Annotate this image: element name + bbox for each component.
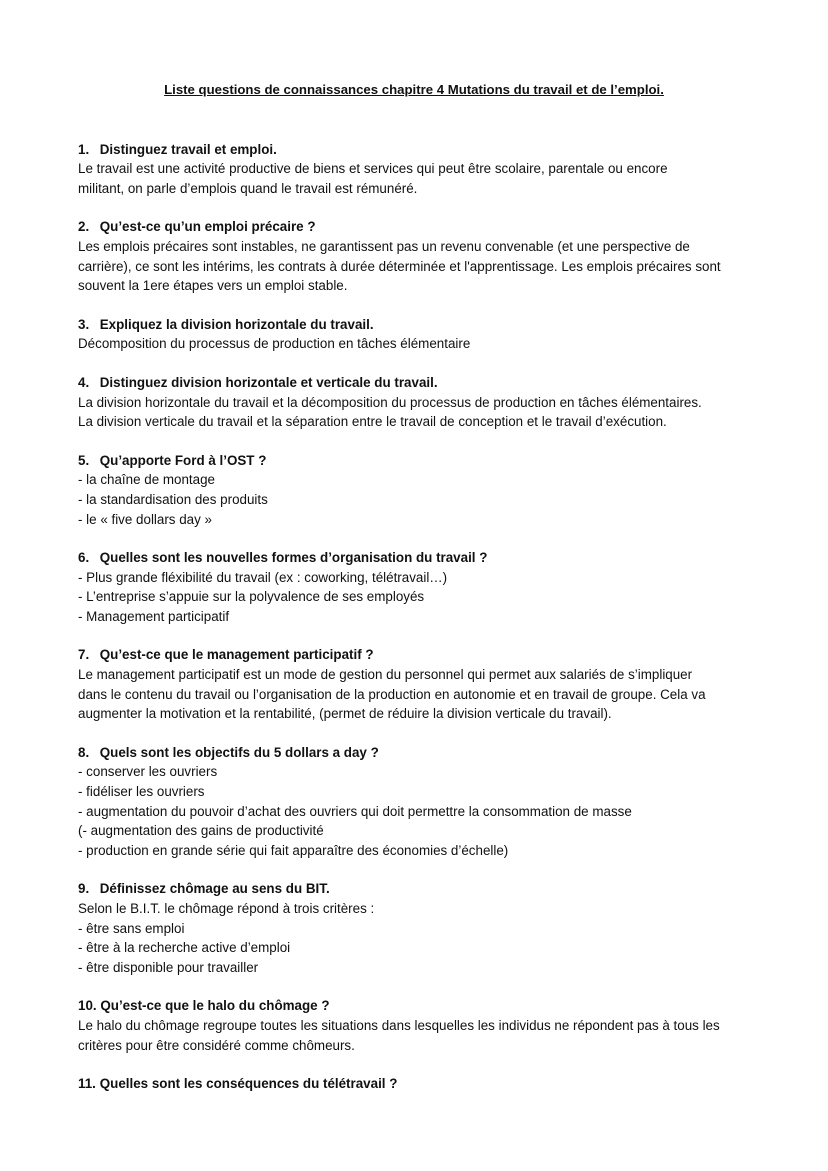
answer-line: - la standardisation des produits <box>78 491 268 507</box>
question-number: 8. <box>78 744 90 760</box>
question-text: Qu’est-ce qu’un emploi précaire ? <box>99 219 316 235</box>
answer-line: - Plus grande fléxibilité du travail (ex : coworking, télétravail…) <box>78 569 448 585</box>
question-heading <box>78 645 750 665</box>
question-number: 5. <box>78 452 90 468</box>
question-block <box>78 996 750 1055</box>
question-heading <box>78 743 750 763</box>
question-heading <box>78 996 750 1016</box>
question-block <box>78 548 750 626</box>
question-block <box>78 1074 750 1094</box>
answer-line: - conserver les ouvriers <box>78 764 218 780</box>
answer-line: - fidéliser les ouvriers <box>78 784 205 800</box>
question-number: 4. <box>78 374 90 390</box>
answer-line: Les emplois précaires sont instables, ne garantissent pas un revenu convenable (et une perspective de <box>78 238 690 254</box>
question-block <box>78 315 750 354</box>
answer-line: - L’entreprise s’appuie sur la polyvalence de ses employés <box>78 589 425 605</box>
answer-line: - la chaîne de montage <box>78 472 215 488</box>
document-title: Liste questions de connaissances chapitre 4 Mutations du travail et de l’emploi. <box>164 82 664 97</box>
question-heading <box>78 373 750 393</box>
answer-line: militant, on parle d’emplois quand le travail est rémunéré. <box>78 180 418 196</box>
question-heading <box>78 879 750 899</box>
answer-line: La division verticale du travail et la séparation entre le travail de conception et le travail d’exécution. <box>78 414 667 430</box>
question-heading <box>78 1074 750 1094</box>
question-block <box>78 373 750 432</box>
question-number: 10. <box>78 998 97 1014</box>
answer-line: (- augmentation des gains de productivité <box>78 823 324 839</box>
question-text: Qu’est-ce que le halo du chômage ? <box>100 998 330 1014</box>
answer-line: Décomposition du processus de production en tâches élémentaire <box>78 336 471 352</box>
question-number: 6. <box>78 550 90 566</box>
question-text: Distinguez travail et emploi. <box>99 141 277 157</box>
question-number: 11. <box>78 1076 96 1092</box>
question-text: Quelles sont les nouvelles formes d’organisation du travail ? <box>99 550 488 566</box>
answer-line: critères pour être considéré comme chômeurs. <box>78 1037 355 1053</box>
question-heading <box>78 140 750 160</box>
question-block <box>78 645 750 723</box>
question-number: 2. <box>78 219 90 235</box>
questions-list <box>78 140 750 1094</box>
answer-line: dans le contenu du travail ou l’organisation de la production en autonomie et en travail de groupe. Cela va <box>78 686 706 702</box>
answer-line: - être à la recherche active d’emploi <box>78 940 291 956</box>
question-text: Quelles sont les conséquences du télétravail ? <box>99 1076 398 1092</box>
answer-line: Selon le B.I.T. le chômage répond à trois critères : <box>78 901 375 916</box>
question-number: 7. <box>78 647 90 663</box>
question-number: 1. <box>78 141 90 157</box>
question-text: Expliquez la division horizontale du travail. <box>99 316 374 332</box>
answer-line: La division horizontale du travail et la décomposition du processus de production en tâches élémentaires. <box>78 394 702 410</box>
question-block <box>78 743 750 861</box>
answer-line: - Management participatif <box>78 608 230 624</box>
answer-line: - être disponible pour travailler <box>78 959 259 975</box>
question-block <box>78 140 750 199</box>
answer-line: augmenter la motivation et la rentabilité, (permet de réduire la division verticale du travail). <box>78 706 612 722</box>
answer-line: Le travail est une activité productive de biens et services qui peut être scolaire, parentale ou encore <box>78 161 668 177</box>
answer-line: - augmentation du pouvoir d’achat des ouvriers qui doit permettre la consommation de masse <box>78 803 632 819</box>
question-block <box>78 879 750 977</box>
answer-line: Le halo du chômage regroupe toutes les situations dans lesquelles les individus ne répondent pas à tous les <box>78 1017 720 1033</box>
question-block <box>78 451 750 529</box>
answer-line: - production en grande série qui fait apparaître des économies d’échelle) <box>78 842 509 858</box>
answer-line: souvent la 1ere étapes vers un emploi stable. <box>78 278 348 294</box>
answer-line: Le management participatif est un mode de gestion du personnel qui permet aux salariés de s’impliquer <box>78 667 693 683</box>
question-text: Qu’apporte Ford à l’OST ? <box>99 452 267 468</box>
question-block <box>78 217 750 295</box>
answer-line: - le « five dollars day » <box>78 511 212 527</box>
question-heading <box>78 548 750 568</box>
answer-line: - être sans emploi <box>78 920 185 936</box>
question-text: Définissez chômage au sens du BIT. <box>99 881 330 897</box>
question-heading <box>78 217 750 237</box>
question-text: Quels sont les objectifs du 5 dollars a day ? <box>99 744 379 760</box>
question-heading <box>78 451 750 471</box>
question-heading <box>78 315 750 335</box>
question-text: Distinguez division horizontale et verticale du travail. <box>99 374 438 390</box>
question-number: 3. <box>78 316 90 332</box>
answer-line: carrière), ce sont les intérims, les contrats à durée déterminée et l'apprentissage. Les emplois précaires sont <box>78 258 721 274</box>
question-number: 9. <box>78 881 90 897</box>
question-text: Qu’est-ce que le management participatif ? <box>99 647 374 663</box>
